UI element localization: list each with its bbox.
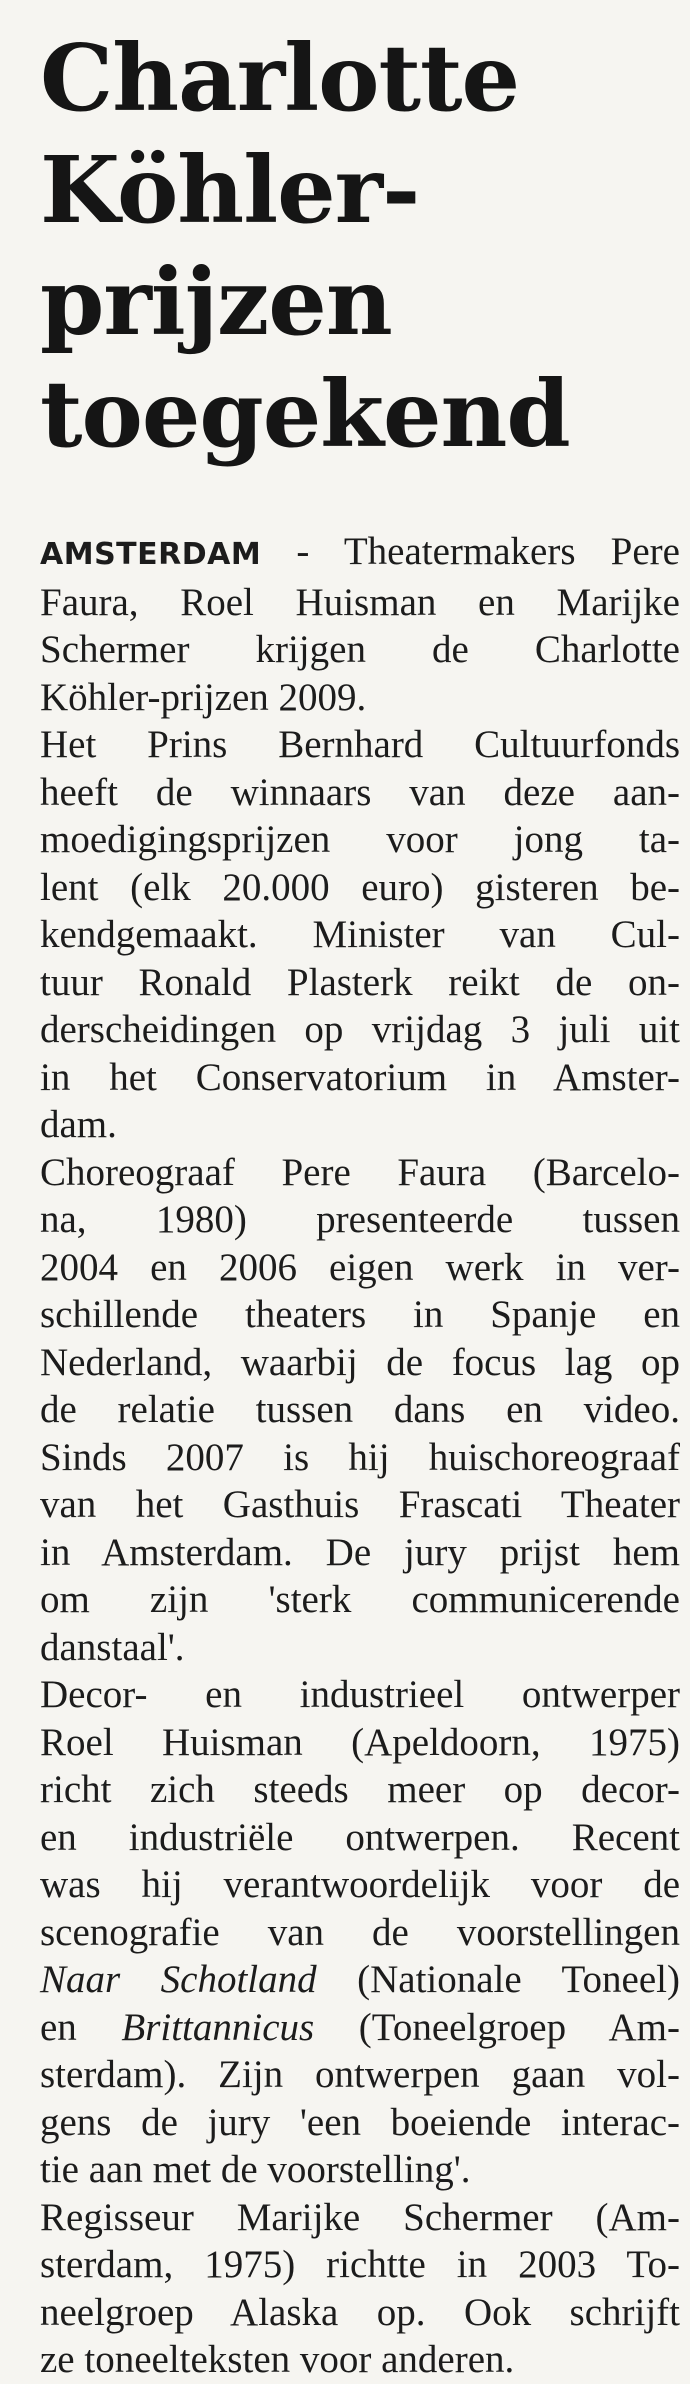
article-line [40, 1956, 680, 2004]
article-line: Faura, Roel Huisman en Marijke [40, 580, 680, 624]
paragraph-faura [40, 1149, 680, 1672]
article-line-text: en [40, 2005, 122, 2049]
article-line: Choreograaf Pere Faura (Barcelo- [40, 1150, 680, 1194]
production-title-italic: Naar Schotland [40, 1958, 317, 2001]
paragraph-intro [40, 528, 680, 721]
paragraph-schermer [40, 2194, 680, 2384]
article-line: scenografie van de voorstellingen [40, 1910, 680, 1954]
article-line: tuur Ronald Plasterk reikt de on- [40, 960, 680, 1004]
article-line: dam. [40, 1103, 117, 1146]
headline-line: prijzen [40, 248, 392, 356]
article-line: lent (elk 20.000 euro) gisteren be- [40, 865, 680, 909]
article-body [40, 528, 680, 2384]
article-line: in het Conservatorium in Amster- [40, 1055, 680, 1099]
article-line: de relatie tussen dans en video. [40, 1388, 680, 1431]
article-line: om zijn 'sterk communicerende [40, 1578, 680, 1621]
article-line: heeft de winnaars van deze aan- [40, 770, 680, 814]
article-line: Nederland, waarbij de focus lag op [40, 1340, 680, 1384]
headline [40, 22, 668, 470]
article-line: van het Gasthuis Frascati Theater [40, 1483, 680, 1526]
article-line: 2004 en 2006 eigen werk in ver- [40, 1245, 680, 1289]
dateline: AMSTERDAM [40, 537, 262, 572]
paragraph-announcement [40, 721, 680, 1149]
article-line-text: (Toneelgroep Am- [314, 2005, 680, 2049]
dateline-dash: - [261, 530, 344, 573]
article-line: richt zich steeds meer op decor- [40, 1768, 680, 1811]
article-line-text: (Nationale Toneel) [316, 1958, 680, 2001]
article-line: kendgemaakt. Minister van Cul- [40, 913, 680, 956]
headline-line: Köhler- [40, 136, 420, 244]
article-line: en industriële ontwerpen. Recent [40, 1815, 680, 1859]
article-line: moedigingsprijzen voor jong ta- [40, 818, 680, 861]
production-title-italic: Brittannicus [121, 2005, 315, 2049]
article-line: in Amsterdam. De jury prijst hem [40, 1530, 680, 1574]
article-line: tie aan met de voorstelling'. [40, 2148, 471, 2191]
article-line: was hij verantwoordelijk voor de [40, 1863, 680, 1906]
article-line: Sinds 2007 is hij huischoreograaf [40, 1435, 680, 1479]
article-line: schillende theaters in Spanje en [40, 1293, 680, 1336]
article-line: sterdam). Zijn ontwerpen gaan vol- [40, 2053, 680, 2096]
article-line: neelgroep Alaska op. Ook schrijft [40, 2290, 680, 2334]
article-line: gens de jury 'een boeiende interac- [40, 2100, 680, 2144]
article-line [40, 2004, 680, 2052]
headline-line: Charlotte [40, 24, 520, 132]
article-line: ze toneelteksten voor anderen. [40, 2338, 515, 2381]
article-line: na, 1980) presenteerde tussen [40, 1198, 680, 1241]
article-line: danstaal'. [40, 1625, 185, 1669]
article-line: Köhler-prijzen 2009. [40, 675, 367, 719]
paragraph-huisman [40, 1671, 680, 2194]
article-line-text: Theatermakers Pere [343, 530, 680, 573]
article-line: derscheidingen op vrijdag 3 juli uit [40, 1008, 680, 1051]
article-line [40, 528, 680, 579]
article-line: Regisseur Marijke Schermer (Am- [40, 2195, 680, 2239]
article-line: Het Prins Bernhard Cultuurfonds [40, 723, 680, 766]
article-line: Schermer krijgen de Charlotte [40, 628, 680, 671]
headline-line: toegekend [40, 360, 570, 468]
article-line: Roel Huisman (Apeldoorn, 1975) [40, 1720, 680, 1764]
article-line: Decor- en industrieel ontwerper [40, 1673, 680, 1716]
article-line: sterdam, 1975) richtte in 2003 To- [40, 2243, 680, 2286]
